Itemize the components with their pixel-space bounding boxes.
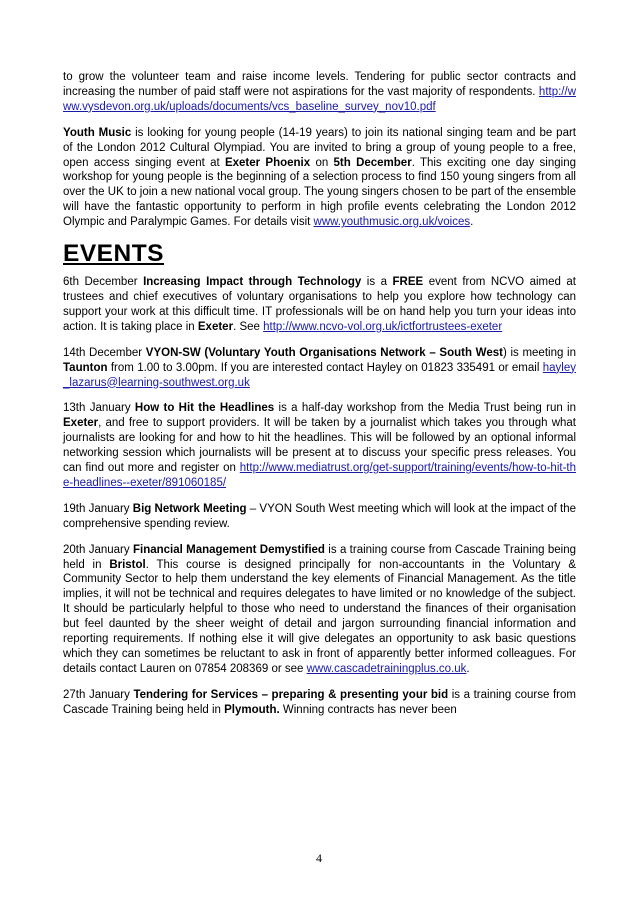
event-place: Plymouth. <box>224 703 280 716</box>
event-title: Increasing Impact through Technology <box>143 276 362 289</box>
event-text: . This course is designed principally for non-accountants in the Voluntary & Community Sector to help them understand the key elements of Financial Management. As the title implies, it will not be technical and requires delegates to have limited or no knowledge of the subject. It should be particularly helpful to those who need to understand the finances of their organisation but feel daunted by the sheer weight of detail and jargon surrounding financial information and reporting requirements. If nothing else it will give delegates an opportunity to ask basic questions which they can sometimes be reluctant to ask in front of apparently better informed colleagues. For details contact Lauren on 07854 208369 or see <box>63 558 576 675</box>
event-place: Exeter <box>197 320 234 333</box>
event-text: . See <box>233 320 264 333</box>
event-title: Tendering for Services – preparing & presenting your bid <box>133 688 449 701</box>
event-date: 27th January <box>63 688 134 701</box>
event-text: – VYON South West meeting which will look at the impact of the comprehensive spending review. <box>63 502 577 530</box>
event-text: from 1.00 to 3.00pm. If you are interested contact Hayley on 01823 335491 or email <box>107 361 543 374</box>
event-title: How to Hit the Headlines <box>134 402 275 415</box>
event-text: . <box>466 662 470 675</box>
event-title: VYON-SW (Voluntary Youth Organisations Network – South West <box>145 346 503 359</box>
event-text: , and free to support providers. It will be taken by a journalist which takes you through what journalists are looking for and how to hit the headlines. This will be followed by an optional informal networking session which journalists will be present at to discuss your specific press releases. You can find out more and register on <box>63 417 576 475</box>
event-title: Big Network Meeting <box>132 502 247 515</box>
mediatrust-link[interactable]: http://www.mediatrust.org/get-support/training/events/how-to-hit-the-headlines--exeter/891060185/ <box>63 462 576 489</box>
ncvo-link[interactable]: http://www.ncvo-vol.org.uk/ictfortrustees-exeter <box>263 320 503 333</box>
event-place: Bristol <box>109 558 146 571</box>
event-hit-headlines <box>63 401 576 490</box>
youth-music-text-1: is looking for young people (14-19 years) to join its national singing team and be part of the London 2012 Cultural Olympiad. You are invited to bring a group of young people to a free, open access singing event at <box>63 126 576 169</box>
youth-music-paragraph <box>63 126 576 230</box>
youth-music-text-4: . <box>470 216 474 229</box>
event-text: is a <box>361 276 393 289</box>
cascade-training-link[interactable]: www.cascadetrainingplus.co.uk <box>306 662 467 675</box>
page-number: 4 <box>316 851 322 865</box>
events-heading: EVENTS <box>63 240 165 268</box>
event-text: is a training course from Cascade Training being held in <box>63 688 576 716</box>
youth-music-text-2: on <box>310 156 334 169</box>
youth-music-date: 5th December <box>333 156 412 169</box>
youth-music-link[interactable]: www.youthmusic.org.uk/voices <box>313 216 471 229</box>
vysdevon-survey-link[interactable]: http://www.vysdevon.org.uk/uploads/documents/vcs_baseline_survey_nov10.pdf <box>63 85 576 113</box>
event-place: Taunton <box>63 361 108 374</box>
document-page <box>63 70 576 729</box>
event-ncvo-technology <box>63 275 576 335</box>
event-financial-management <box>63 543 576 677</box>
event-date: 20th January <box>63 543 133 556</box>
event-date: 6th December <box>63 276 144 289</box>
event-text: is a half-day workshop from the Media Trust being run in <box>274 402 577 415</box>
event-text: Winning contracts has never been <box>279 703 457 716</box>
event-big-network <box>63 502 576 532</box>
event-text: is a training course from Cascade Training being held in <box>63 543 577 571</box>
intro-paragraph <box>63 70 576 115</box>
event-place: Exeter <box>63 417 99 430</box>
event-text: event from NCVO aimed at trustees and chief executives of voluntary organisations to help you explore how technology can support your work at this difficult time. IT professionals will be on hand help you turn your ideas into action. It is taking place in <box>63 276 576 333</box>
event-date: 13th January <box>63 402 135 415</box>
event-text: ) is meeting in <box>502 346 576 359</box>
intro-text: to grow the volunteer team and raise income levels. Tendering for public sector contracts and increasing the number of paid staff were not aspirations for the vast majority of respondents. <box>63 71 576 98</box>
youth-music-venue: Exeter Phoenix <box>224 156 311 169</box>
event-title: Financial Management Demystified <box>132 543 325 556</box>
event-date: 19th January <box>63 502 133 515</box>
event-vyon-sw <box>63 346 576 391</box>
hayley-email-link[interactable]: hayley_lazarus@learning-southwest.org.uk <box>63 361 576 389</box>
event-date: 14th December <box>63 346 146 359</box>
event-tendering <box>63 688 576 718</box>
youth-music-name: Youth Music <box>63 126 132 139</box>
youth-music-text-3: . This exciting one day singing workshop for young people is the beginning of a selection process to find 150 young singers from all over the UK to join a new national vocal group. The young singers chosen to be part of the ensemble will have the fantastic opportunity to perform in high profile events celebrating the London 2012 Olympic and Paralympic Games. For details visit <box>63 156 576 229</box>
event-free-label: FREE <box>392 276 424 289</box>
